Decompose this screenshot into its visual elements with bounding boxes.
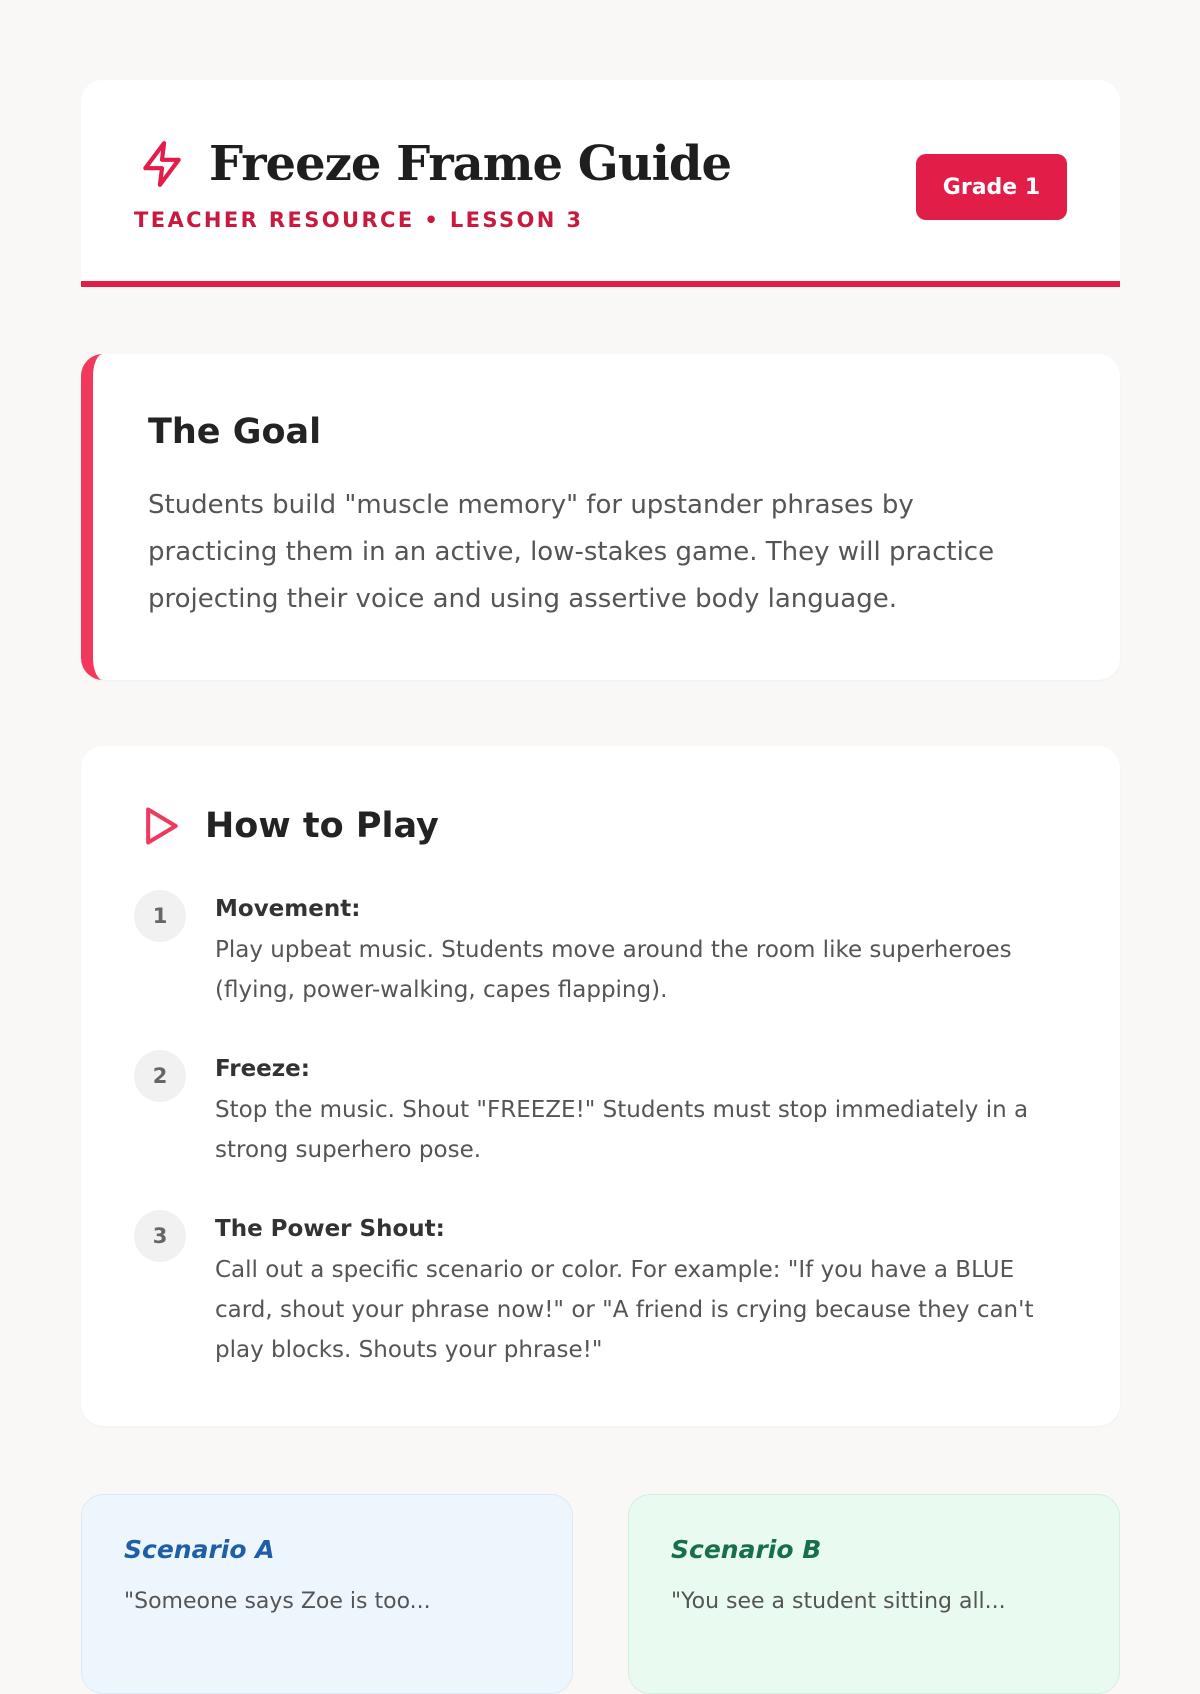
goal-text: Students build "muscle memory" for upstander phrases by practicing them in an active, low-stakes game. They will practice projecting their voice and using assertive body language.: [148, 490, 995, 614]
goal-heading: The Goal: [148, 412, 322, 452]
step-title: Movement:: [215, 896, 361, 922]
step-title: The Power Shout:: [215, 1216, 445, 1242]
page-subtitle: TEACHER RESOURCE • LESSON 3: [134, 208, 584, 232]
step-title: Freeze:: [215, 1056, 310, 1082]
title-row: [137, 136, 731, 192]
step-text: Play upbeat music. Students move around the room like superheroes (flying, power-walking, capes flapping).: [215, 937, 1012, 1003]
scenario-text: "Someone says Zoe is too...: [124, 1589, 431, 1614]
bolt-icon: [137, 138, 187, 190]
goal-card: [81, 354, 1120, 680]
page: [81, 80, 1120, 1614]
scenario-card-b: [628, 1494, 1120, 1694]
how-to-play-card: [81, 746, 1120, 1426]
step-number: 1: [134, 890, 186, 942]
step-number: 2: [134, 1050, 186, 1102]
scenario-card-a: [81, 1494, 573, 1694]
step-number: 3: [134, 1210, 186, 1262]
play-icon: [139, 802, 183, 850]
page-title: Freeze Frame Guide: [209, 136, 731, 192]
scenario-text: "You see a student sitting all...: [671, 1589, 1006, 1614]
scenario-label: Scenario B: [671, 1535, 822, 1564]
scenario-label: Scenario A: [124, 1535, 275, 1564]
header-card: [81, 80, 1120, 287]
how-to-play-heading: How to Play: [205, 806, 439, 846]
step-text: Stop the music. Shout "FREEZE!" Students must stop immediately in a strong superhero pose.: [215, 1097, 1029, 1163]
step-text: Call out a specific scenario or color. For example: "If you have a BLUE card, shout your phrase now!" or "A friend is crying because they can't play blocks. Shouts your phrase!": [215, 1257, 1034, 1363]
how-to-play-header: [139, 802, 439, 850]
grade-badge: Grade 1: [916, 154, 1067, 220]
